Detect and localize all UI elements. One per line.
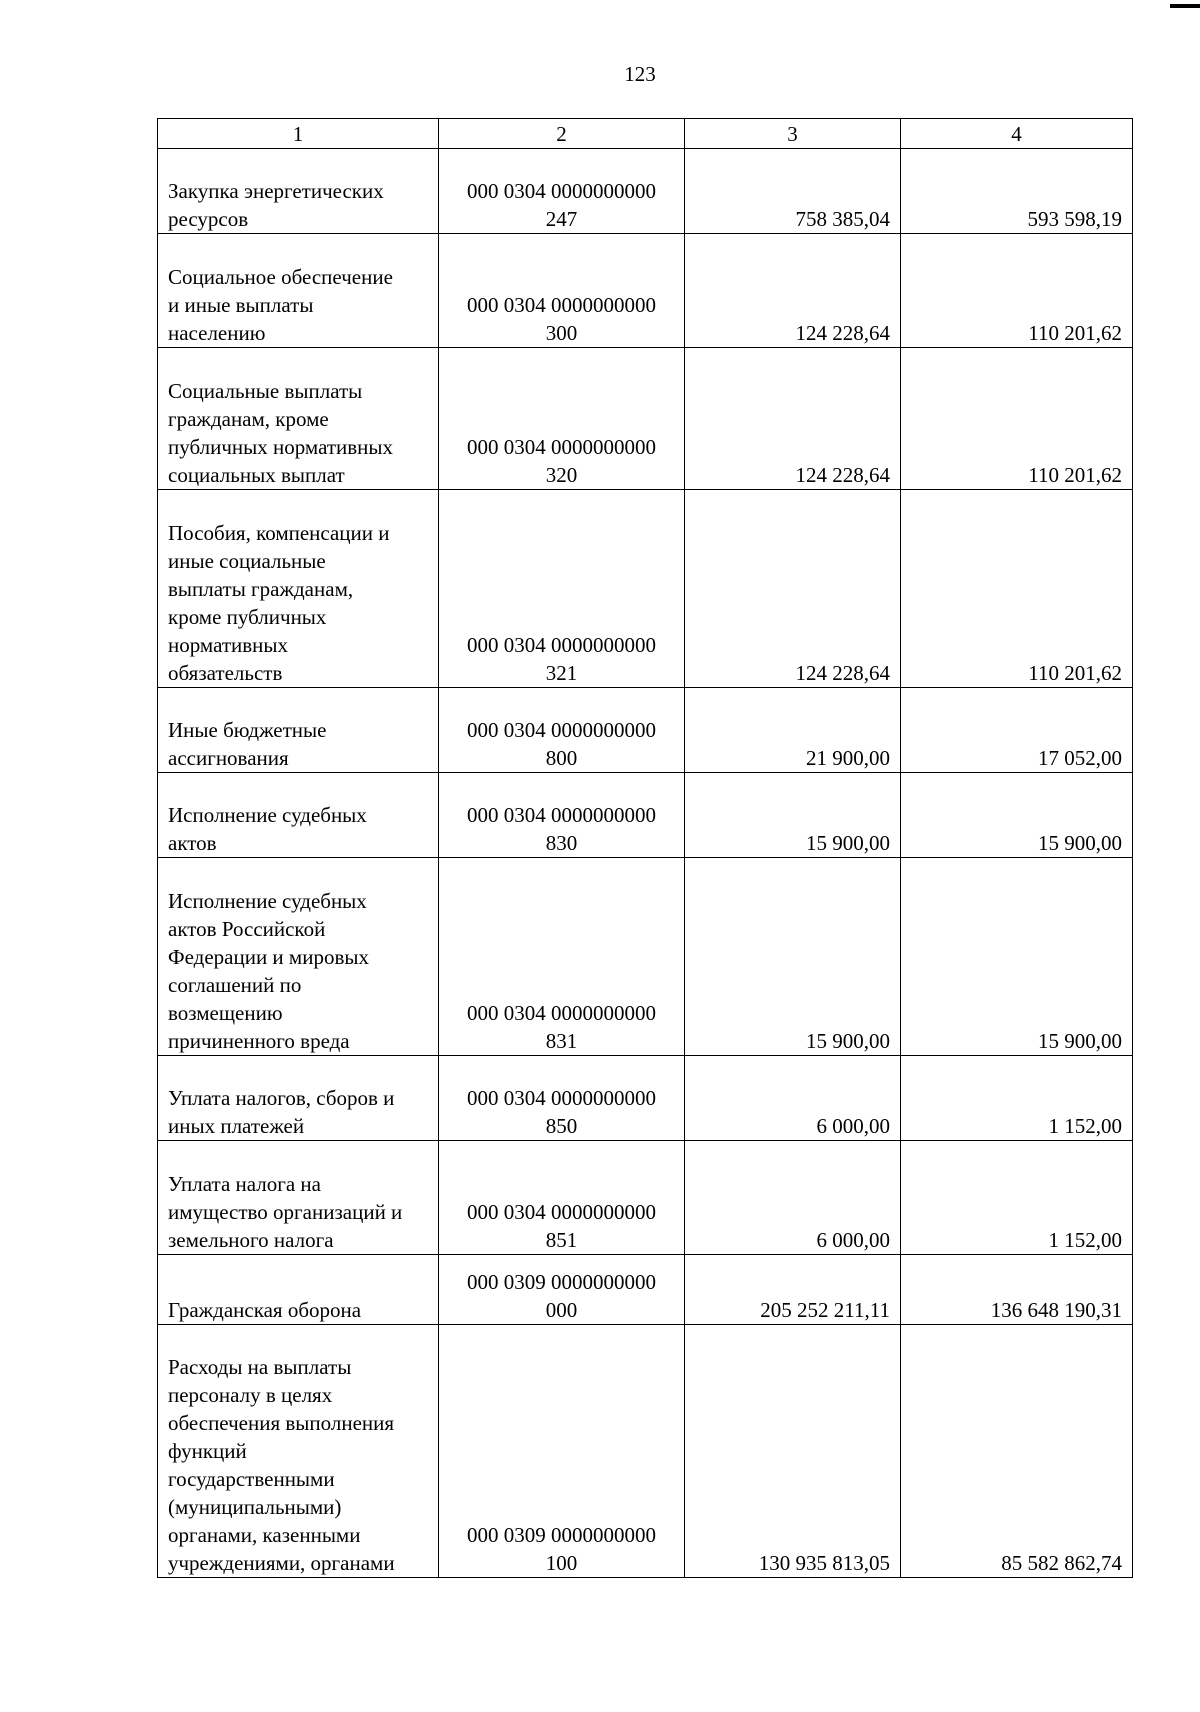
row-name-text: Исполнение судебных актов <box>168 803 367 855</box>
row-name-text: Гражданская оборона <box>168 1298 362 1322</box>
row-code-cell <box>439 1056 685 1141</box>
row-value-col4-cell <box>901 348 1133 490</box>
corner-mark <box>1170 4 1200 8</box>
row-value-col3-text: 124 228,64 <box>795 321 890 345</box>
row-name-text: Иные бюджетные ассигнования <box>168 718 327 770</box>
row-name-text: Социальные выплаты гражданам, кроме публичных нормативных социальных выплат <box>168 379 394 487</box>
row-value-col4-cell <box>901 149 1133 234</box>
row-value-col4-text: 110 201,62 <box>1028 321 1122 345</box>
row-name-text: Пособия, компенсации и иные социальные выплаты гражданам, кроме публичных нормативных обязательств <box>168 521 390 685</box>
row-value-col3-cell <box>685 234 901 348</box>
row-value-col4-cell <box>901 1141 1133 1255</box>
row-code-text: 000 0304 0000000000 321 <box>467 633 656 685</box>
row-name-cell <box>158 1255 439 1325</box>
page-number: 123 <box>624 62 656 86</box>
row-value-col3-text: 758 385,04 <box>795 207 890 231</box>
row-value-col4-text: 17 052,00 <box>1038 746 1122 770</box>
row-name-text: Уплата налогов, сборов и иных платежей <box>168 1086 395 1138</box>
row-value-col3-text: 205 252 211,11 <box>760 1298 890 1322</box>
row-code-text: 000 0309 0000000000 100 <box>467 1523 656 1575</box>
table-row <box>158 1325 1133 1578</box>
row-value-col3-cell <box>685 1056 901 1141</box>
column-header: 4 <box>901 119 1133 149</box>
row-value-col3-cell <box>685 1325 901 1578</box>
table-row <box>158 234 1133 348</box>
budget-table-body <box>158 119 1133 1578</box>
row-value-col3-text: 6 000,00 <box>816 1228 890 1252</box>
row-name-text: Закупка энергетических ресурсов <box>168 179 384 231</box>
row-value-col3-text: 6 000,00 <box>816 1114 890 1138</box>
row-value-col3-cell <box>685 490 901 688</box>
table-row <box>158 490 1133 688</box>
row-code-cell <box>439 1255 685 1325</box>
row-value-col4-cell <box>901 1255 1133 1325</box>
row-code-cell <box>439 773 685 858</box>
row-code-text: 000 0304 0000000000 300 <box>467 293 656 345</box>
table-row <box>158 688 1133 773</box>
row-name-cell <box>158 688 439 773</box>
row-value-col3-text: 21 900,00 <box>806 746 890 770</box>
row-name-cell <box>158 1056 439 1141</box>
row-name-cell <box>158 773 439 858</box>
row-value-col4-text: 110 201,62 <box>1028 661 1122 685</box>
row-name-cell <box>158 1141 439 1255</box>
row-value-col4-cell <box>901 1056 1133 1141</box>
budget-table <box>157 118 1133 1578</box>
table-row <box>158 1141 1133 1255</box>
row-code-text: 000 0304 0000000000 830 <box>467 803 656 855</box>
row-code-cell <box>439 688 685 773</box>
row-value-col3-cell <box>685 688 901 773</box>
row-code-text: 000 0304 0000000000 800 <box>467 718 656 770</box>
row-value-col3-cell <box>685 773 901 858</box>
column-header: 2 <box>439 119 685 149</box>
row-value-col4-text: 593 598,19 <box>1027 207 1122 231</box>
row-value-col4-cell <box>901 490 1133 688</box>
row-value-col3-text: 15 900,00 <box>806 1029 890 1053</box>
row-code-text: 000 0304 0000000000 850 <box>467 1086 656 1138</box>
row-name-text: Исполнение судебных актов Российской Федерации и мировых соглашений по возмещению причиненного вреда <box>168 889 369 1053</box>
row-value-col4-cell <box>901 688 1133 773</box>
row-value-col3-cell <box>685 149 901 234</box>
row-value-col4-text: 1 152,00 <box>1048 1228 1122 1252</box>
row-value-col3-cell <box>685 858 901 1056</box>
row-value-col3-cell <box>685 348 901 490</box>
row-value-col4-cell <box>901 1325 1133 1578</box>
row-name-cell <box>158 490 439 688</box>
table-row <box>158 149 1133 234</box>
row-value-col4-cell <box>901 858 1133 1056</box>
row-code-text: 000 0304 0000000000 247 <box>467 179 656 231</box>
row-code-cell <box>439 348 685 490</box>
row-name-cell <box>158 149 439 234</box>
row-code-cell <box>439 149 685 234</box>
row-value-col4-text: 1 152,00 <box>1048 1114 1122 1138</box>
row-value-col3-cell <box>685 1141 901 1255</box>
row-value-col4-text: 15 900,00 <box>1038 831 1122 855</box>
row-value-col3-text: 124 228,64 <box>795 463 890 487</box>
row-value-col4-cell <box>901 773 1133 858</box>
header-row <box>158 119 1133 149</box>
row-code-text: 000 0304 0000000000 851 <box>467 1200 656 1252</box>
table-row <box>158 348 1133 490</box>
row-name-cell <box>158 858 439 1056</box>
row-name-text: Социальное обеспечение и иные выплаты населению <box>168 265 393 345</box>
row-code-cell <box>439 490 685 688</box>
row-name-text: Уплата налога на имущество организаций и земельного налога <box>168 1172 403 1252</box>
table-row <box>158 773 1133 858</box>
row-code-cell <box>439 234 685 348</box>
column-header: 1 <box>158 119 439 149</box>
row-value-col3-text: 130 935 813,05 <box>758 1551 890 1575</box>
row-code-cell <box>439 1141 685 1255</box>
row-code-text: 000 0304 0000000000 320 <box>467 435 656 487</box>
row-name-cell <box>158 234 439 348</box>
row-value-col3-text: 124 228,64 <box>795 661 890 685</box>
column-header: 3 <box>685 119 901 149</box>
row-value-col4-text: 136 648 190,31 <box>990 1298 1122 1322</box>
table-row <box>158 858 1133 1056</box>
row-value-col4-text: 15 900,00 <box>1038 1029 1122 1053</box>
row-value-col4-cell <box>901 234 1133 348</box>
row-code-text: 000 0309 0000000000 000 <box>467 1270 656 1322</box>
row-name-cell <box>158 1325 439 1578</box>
row-code-cell <box>439 1325 685 1578</box>
table-row <box>158 1056 1133 1141</box>
row-value-col3-text: 15 900,00 <box>806 831 890 855</box>
row-code-cell <box>439 858 685 1056</box>
row-name-text: Расходы на выплаты персоналу в целях обеспечения выполнения функций государственными (муниципальными) органами, казенными учреждениями, органами <box>168 1355 395 1575</box>
row-value-col4-text: 110 201,62 <box>1028 463 1122 487</box>
row-name-cell <box>158 348 439 490</box>
row-code-text: 000 0304 0000000000 831 <box>467 1001 656 1053</box>
row-value-col4-text: 85 582 862,74 <box>1001 1551 1122 1575</box>
table-row <box>158 1255 1133 1325</box>
row-value-col3-cell <box>685 1255 901 1325</box>
